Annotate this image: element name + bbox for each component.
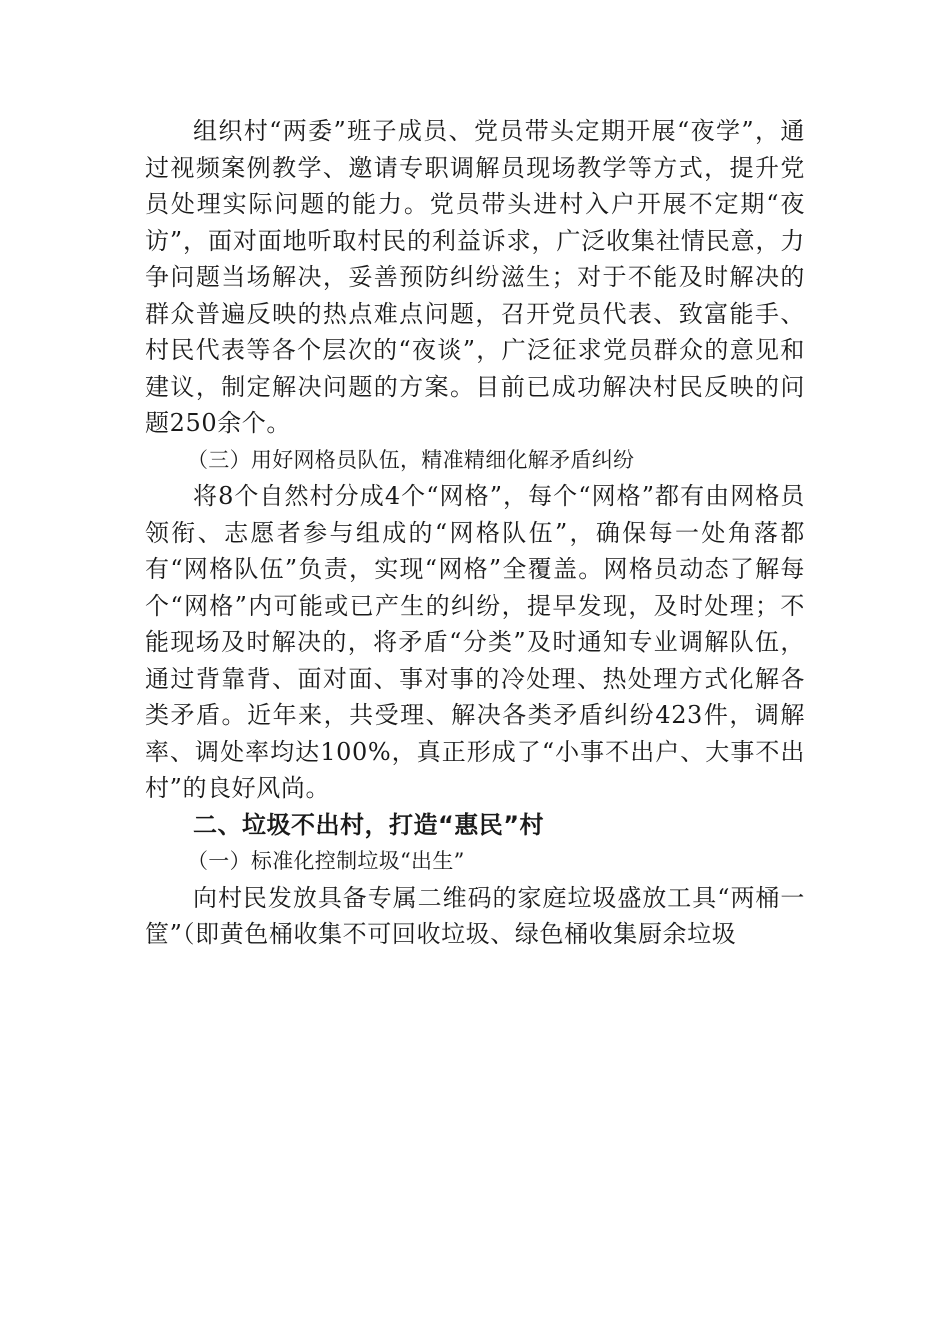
document-body (145, 113, 805, 953)
body-paragraph: 向村民发放具备专属二维码的家庭垃圾盛放工具“两桶一筐”（即黄色桶收集不可回收垃圾、绿色桶收集厨余垃圾 (145, 883, 805, 948)
body-paragraph: 组织村“两委”班子成员、党员带头定期开展“夜学”，通过视频案例教学、邀请专职调解员现场教学等方式，提升党员处理实际问题的能力。党员带头进村入户开展不定期“夜访”，面对面地听取村民的利益诉求，广泛收集社情民意，力争问题当场解决，妥善预防纠纷滋生；对于不能及时解决的群众普遍反映的热点难点问题，召开党员代表、致富能手、村民代表等各个层次的“夜谈”，广泛征求党员群众的意见和建议，制定解决问题的方案。目前已成功解决村民反映的问题250余个。 (145, 117, 805, 437)
body-paragraph: 将8个自然村分成4个“网格”，每个“网格”都有由网格员领衔、志愿者参与组成的“网格队伍”，确保每一处角落都有“网格队伍”负责，实现“网格”全覆盖。网格员动态了解每个“网格”内可能或已产生的纠纷，提早发现，及时处理；不能现场及时解决的，将矛盾“分类”及时通知专业调解队伍，通过背靠背、面对面、事对事的冷处理、热处理方式化解各类矛盾。近年来，共受理、解决各类矛盾纠纷423件，调解率、调处率均达100%，真正形成了“小事不出户、大事不出村”的良好风尚。 (145, 482, 805, 802)
section-heading-two: 二、垃圾不出村，打造“惠民”村 (193, 810, 545, 839)
subsection-heading-one: （一）标准化控制垃圾“出生” (187, 849, 465, 873)
subsection-heading-three: （三）用好网格员队伍，精准精细化解矛盾纠纷 (187, 447, 635, 472)
